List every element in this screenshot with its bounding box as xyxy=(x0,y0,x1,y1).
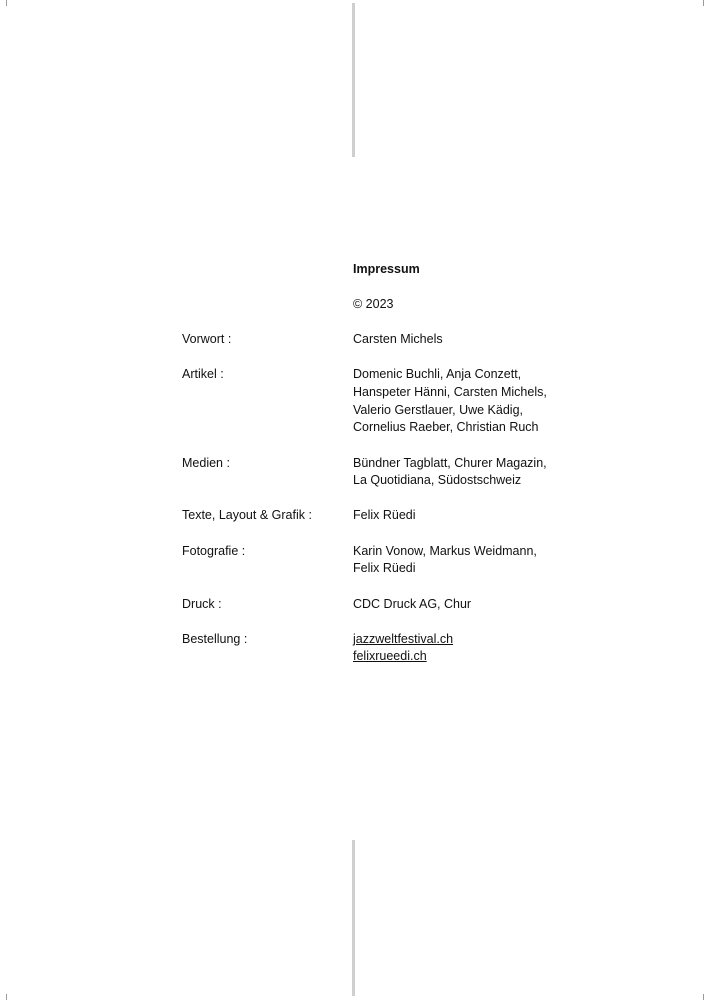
credit-line: Hanspeter Hänni, Carsten Michels, xyxy=(353,384,547,399)
credit-value xyxy=(353,596,602,614)
credit-line: CDC Druck AG, Chur xyxy=(353,596,472,611)
credits-list xyxy=(182,331,602,684)
credit-line: Bündner Tagblatt, Churer Magazin, xyxy=(353,455,547,470)
credit-label: Vorwort : xyxy=(182,332,232,346)
impressum-heading: Impressum xyxy=(353,262,420,276)
credit-value xyxy=(353,455,602,490)
felixrueedi-link[interactable]: felixrueedi.ch xyxy=(353,649,427,664)
bottom-divider-line xyxy=(352,840,355,996)
credit-label: Medien : xyxy=(182,455,230,470)
credit-row-fotografie xyxy=(182,543,602,578)
top-divider-line xyxy=(352,3,355,157)
credit-row-artikel xyxy=(182,366,602,437)
credit-label: Druck : xyxy=(182,596,222,611)
credit-line: Domenic Buchli, Anja Conzett, xyxy=(353,367,522,382)
credit-label: Artikel : xyxy=(182,367,224,382)
crop-mark-top-right xyxy=(703,0,710,6)
credit-row-bestellung xyxy=(182,631,602,666)
credit-line: Cornelius Raeber, Christian Ruch xyxy=(353,420,539,435)
credit-row-vorwort xyxy=(182,331,602,349)
credit-line: Felix Rüedi xyxy=(353,508,416,523)
credit-row-medien xyxy=(182,455,602,490)
crop-mark-top-left xyxy=(0,0,7,6)
credit-line: Felix Rüedi xyxy=(353,561,416,576)
crop-mark-bottom-right xyxy=(703,994,710,1000)
credit-value xyxy=(353,543,602,578)
credit-value xyxy=(353,507,602,525)
credit-line: Karin Vonow, Markus Weidmann, xyxy=(353,543,537,558)
copyright-notice: © 2023 xyxy=(353,297,394,311)
credit-row-druck xyxy=(182,596,602,614)
credit-value xyxy=(353,631,602,666)
credit-value xyxy=(353,366,602,437)
credit-row-texte-layout-grafik xyxy=(182,507,602,525)
credit-line: Valerio Gerstlauer, Uwe Kädig, xyxy=(353,402,523,417)
credit-label: Fotografie : xyxy=(182,543,246,558)
credit-value xyxy=(353,331,602,349)
crop-mark-bottom-left xyxy=(0,994,7,1000)
credit-line: Carsten Michels xyxy=(353,332,443,346)
credit-line: La Quotidiana, Südostschweiz xyxy=(353,473,522,488)
jazzweltfestival-link[interactable]: jazzweltfestival.ch xyxy=(353,631,454,646)
credit-label: Texte, Layout & Grafik : xyxy=(182,508,312,523)
credit-label: Bestellung : xyxy=(182,631,248,646)
